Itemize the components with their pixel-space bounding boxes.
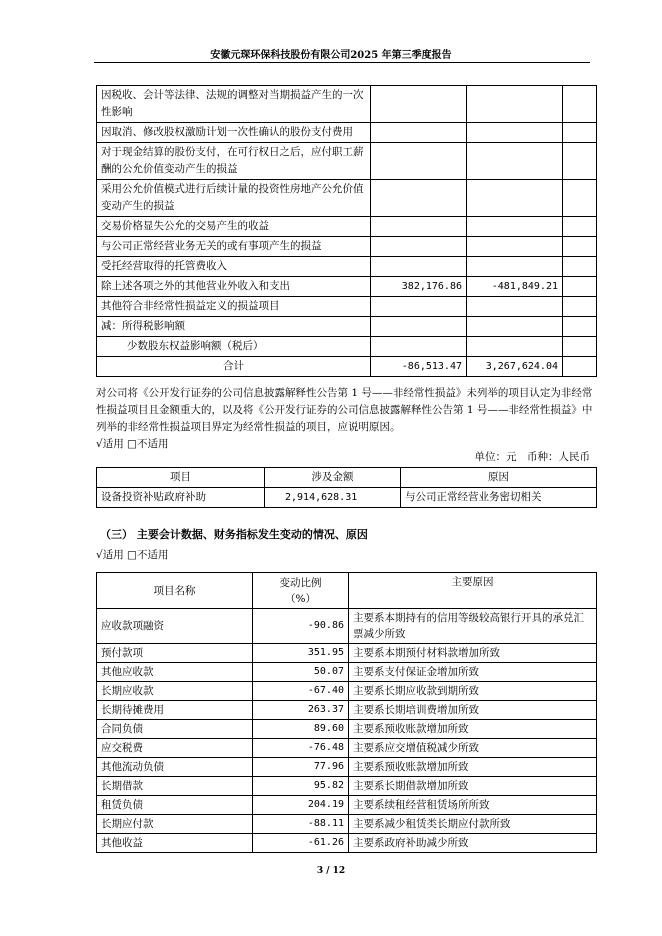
column-header-name: 项目名称	[97, 573, 253, 609]
cell-note	[563, 337, 597, 357]
page-number: 3 / 12	[316, 866, 346, 876]
cell-note	[563, 317, 597, 337]
explanation-paragraph: 对公司将《公开发行证券的公司信息披露解释性公告第 1 号——非经常性损益》未列举的项目认定为非经常性损益项目且金额重大的，以及将《公开发行证券的公司信息披露解释性公告第 1 号——非经常性损益》中列举的非经常性损益项目界定为经常性损益的项目，应说明原因。	[96, 387, 593, 433]
table-row	[97, 720, 597, 739]
cell-value	[371, 297, 467, 317]
reason-cell: 主要系减少租赁类长期应付款所致	[349, 815, 597, 834]
section-title: （三） 主要会计数据、财务指标发生变动的情况、原因	[100, 528, 368, 541]
reason-cell: 主要系支付保证金增加所致	[349, 663, 597, 682]
ratio-cell: -67.40	[253, 682, 349, 701]
table-row	[97, 337, 597, 357]
cell-value	[467, 123, 563, 143]
table-row	[97, 237, 597, 257]
table-row	[97, 663, 597, 682]
ratio-header-unit: （%）	[285, 592, 316, 605]
table-row	[97, 815, 597, 834]
total-value: 3,267,624.04	[467, 357, 563, 377]
table-row	[97, 297, 597, 317]
reason-cell: 主要系长期借款增加所致	[349, 777, 597, 796]
row-label: 因税收、会计等法律、法规的调整对当期损益产生的一次性影响	[97, 86, 371, 123]
cell-value	[371, 217, 467, 237]
change-reasons-table	[96, 572, 597, 853]
applicable-checkbox-line: √适用 □不适用	[96, 549, 169, 561]
total-value: -86,513.47	[371, 357, 467, 377]
row-label: 交易价格显失公允的交易产生的收益	[97, 217, 371, 237]
header-divider	[94, 62, 590, 63]
cell-value: 382,176.86	[371, 277, 467, 297]
name-cell: 长期应付款	[97, 815, 253, 834]
table-row-total	[97, 357, 597, 377]
row-label: 受托经营取得的托管费收入	[97, 257, 371, 277]
table-row	[97, 644, 597, 663]
cell-note	[563, 123, 597, 143]
cell-note	[563, 237, 597, 257]
ratio-header-label: 变动比例	[279, 576, 322, 589]
cell-value	[467, 257, 563, 277]
name-cell: 其他收益	[97, 834, 253, 853]
recognized-items-table	[96, 467, 597, 508]
row-label: 采用公允价值模式进行后续计量的投资性房地产公允价值变动产生的损益	[97, 180, 371, 217]
cell-value	[467, 237, 563, 257]
cell-value	[371, 123, 467, 143]
reason-cell: 主要系预收账款增加所致	[349, 758, 597, 777]
ratio-cell: 263.37	[253, 701, 349, 720]
name-cell: 应收款项融资	[97, 609, 253, 644]
table-header-row	[97, 468, 597, 488]
reason-cell: 主要系应交增值税减少所致	[349, 739, 597, 758]
column-header: 项目	[97, 468, 265, 488]
cell-value	[467, 143, 563, 180]
name-cell: 长期待摊费用	[97, 701, 253, 720]
ratio-cell: 351.95	[253, 644, 349, 663]
cell-value	[371, 257, 467, 277]
ratio-cell: 89.60	[253, 720, 349, 739]
cell-value: -481,849.21	[467, 277, 563, 297]
reason-cell: 主要系长期应收款到期所致	[349, 682, 597, 701]
name-cell: 长期应收款	[97, 682, 253, 701]
reason-cell: 主要系续租经营租赁场所所致	[349, 796, 597, 815]
table-row	[97, 609, 597, 644]
reason-cell: 主要系预收账款增加所致	[349, 720, 597, 739]
cell-note	[563, 257, 597, 277]
cell-note	[563, 277, 597, 297]
table-row	[97, 86, 597, 123]
table-row	[97, 143, 597, 180]
cell-value	[371, 237, 467, 257]
cell-value	[467, 297, 563, 317]
ratio-cell: 50.07	[253, 663, 349, 682]
table-row	[97, 488, 597, 508]
reason-cell: 主要系长期培训费增加所致	[349, 701, 597, 720]
table-row	[97, 758, 597, 777]
cell-value	[467, 217, 563, 237]
row-label: 因取消、修改股权激励计划一次性确认的股份支付费用	[97, 123, 371, 143]
ratio-cell: 95.82	[253, 777, 349, 796]
row-label: 除上述各项之外的其他营业外收入和支出	[97, 277, 371, 297]
cell-value	[371, 337, 467, 357]
table-row	[97, 834, 597, 853]
ratio-cell: 77.96	[253, 758, 349, 777]
reason-cell: 与公司正常经营业务密切相关	[401, 488, 597, 508]
row-label: 其他符合非经常性损益定义的损益项目	[97, 297, 371, 317]
cell-note	[563, 357, 597, 377]
ratio-cell: 204.19	[253, 796, 349, 815]
name-cell: 长期借款	[97, 777, 253, 796]
table-row	[97, 180, 597, 217]
cell-note	[563, 86, 597, 123]
row-label: 与公司正常经营业务无关的或有事项产生的损益	[97, 237, 371, 257]
cell-value	[467, 317, 563, 337]
table-row	[97, 701, 597, 720]
cell-note	[563, 180, 597, 217]
table-row	[97, 123, 597, 143]
ratio-cell: -90.86	[253, 609, 349, 644]
cell-value	[371, 86, 467, 123]
column-header-reason: 主要原因	[349, 573, 597, 609]
non-recurring-items-table	[96, 85, 597, 377]
table-row	[97, 739, 597, 758]
name-cell: 其他流动负债	[97, 758, 253, 777]
row-label: 对于现金结算的股份支付，在可行权日之后，应付职工薪酬的公允价值变动产生的损益	[97, 143, 371, 180]
column-header: 原因	[401, 468, 597, 488]
applicable-checkbox-line: √适用 □不适用	[96, 438, 169, 450]
cell-note	[563, 297, 597, 317]
row-label: 减：所得税影响额	[97, 317, 371, 337]
currency-unit: 单位：元 币种：人民币	[474, 451, 590, 463]
cell-note	[563, 143, 597, 180]
cell-value	[467, 180, 563, 217]
table-row	[97, 682, 597, 701]
table-row	[97, 777, 597, 796]
item-cell: 设备投资补贴政府补助	[97, 488, 265, 508]
ratio-cell: -88.11	[253, 815, 349, 834]
cell-value	[371, 317, 467, 337]
column-header-ratio	[253, 573, 349, 609]
ratio-cell: -61.26	[253, 834, 349, 853]
cell-value	[467, 337, 563, 357]
name-cell: 预付款项	[97, 644, 253, 663]
ratio-cell: -76.48	[253, 739, 349, 758]
cell-value	[371, 143, 467, 180]
total-label: 合计	[97, 357, 371, 377]
table-header-row	[97, 573, 597, 609]
column-header: 涉及金额	[265, 468, 401, 488]
name-cell: 其他应收款	[97, 663, 253, 682]
table-row	[97, 796, 597, 815]
reason-cell: 主要系政府补助减少所致	[349, 834, 597, 853]
table-row	[97, 277, 597, 297]
table-row	[97, 317, 597, 337]
cell-value	[467, 86, 563, 123]
reason-cell: 主要系本期持有的信用等级较高银行开具的承兑汇票减少所致	[349, 609, 597, 644]
cell-value	[371, 180, 467, 217]
report-header: 安徽元琛环保科技股份有限公司2025 年第三季度报告	[210, 50, 452, 61]
name-cell: 应交税费	[97, 739, 253, 758]
amount-cell: 2,914,628.31	[265, 488, 401, 508]
row-label: 少数股东权益影响额（税后）	[97, 337, 371, 357]
name-cell: 租赁负债	[97, 796, 253, 815]
reason-cell: 主要系本期预付材料款增加所致	[349, 644, 597, 663]
cell-note	[563, 217, 597, 237]
name-cell: 合同负债	[97, 720, 253, 739]
table-row	[97, 217, 597, 237]
table-row	[97, 257, 597, 277]
